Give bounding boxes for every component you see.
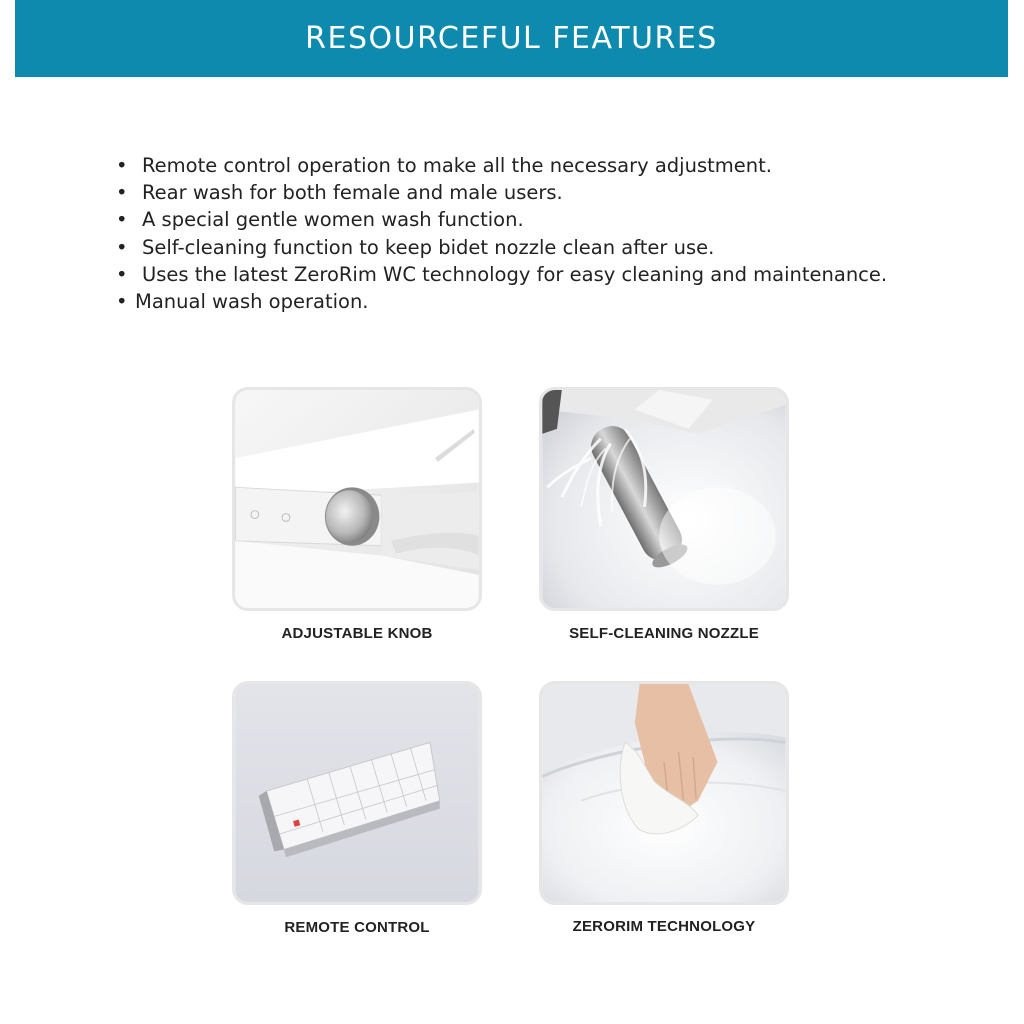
header-banner bbox=[15, 0, 1008, 77]
remote-control-image bbox=[232, 681, 482, 905]
adjustable-knob-image bbox=[232, 387, 482, 611]
card-caption: REMOTE CONTROL bbox=[284, 919, 430, 936]
card-caption: ADJUSTABLE KNOB bbox=[281, 625, 433, 642]
bullet-icon: • bbox=[116, 235, 128, 259]
feature-item: • Uses the latest ZeroRim WC technology for easy cleaning and maintenance. bbox=[116, 261, 887, 288]
feature-item: • Manual wash operation. bbox=[116, 288, 887, 315]
self-cleaning-nozzle-image bbox=[539, 387, 789, 611]
feature-list bbox=[116, 152, 887, 315]
zerorim-technology-image bbox=[539, 681, 789, 905]
bullet-icon: • bbox=[116, 262, 128, 286]
feature-item: • A special gentle women wash function. bbox=[116, 206, 887, 233]
bullet-icon: • bbox=[116, 208, 128, 232]
card-caption: ZERORIM TECHNOLOGY bbox=[572, 918, 756, 935]
bullet-icon: • bbox=[116, 289, 128, 313]
bidet-nozzle-photo bbox=[542, 390, 786, 608]
feature-item: • Self-cleaning function to keep bidet nozzle clean after use. bbox=[116, 234, 887, 261]
remote-control-photo bbox=[235, 684, 479, 902]
feature-item: • Remote control operation to make all the necessary adjustment. bbox=[116, 152, 887, 179]
zerorim-bowl-photo bbox=[542, 684, 786, 902]
bullet-icon: • bbox=[116, 181, 128, 205]
card-caption: SELF-CLEANING NOZZLE bbox=[569, 625, 759, 642]
feature-item: • Rear wash for both female and male users. bbox=[116, 179, 887, 206]
toilet-seat-knob-photo bbox=[235, 390, 479, 608]
page-title: RESOURCEFUL FEATURES bbox=[305, 21, 718, 56]
bullet-icon: • bbox=[116, 154, 128, 177]
